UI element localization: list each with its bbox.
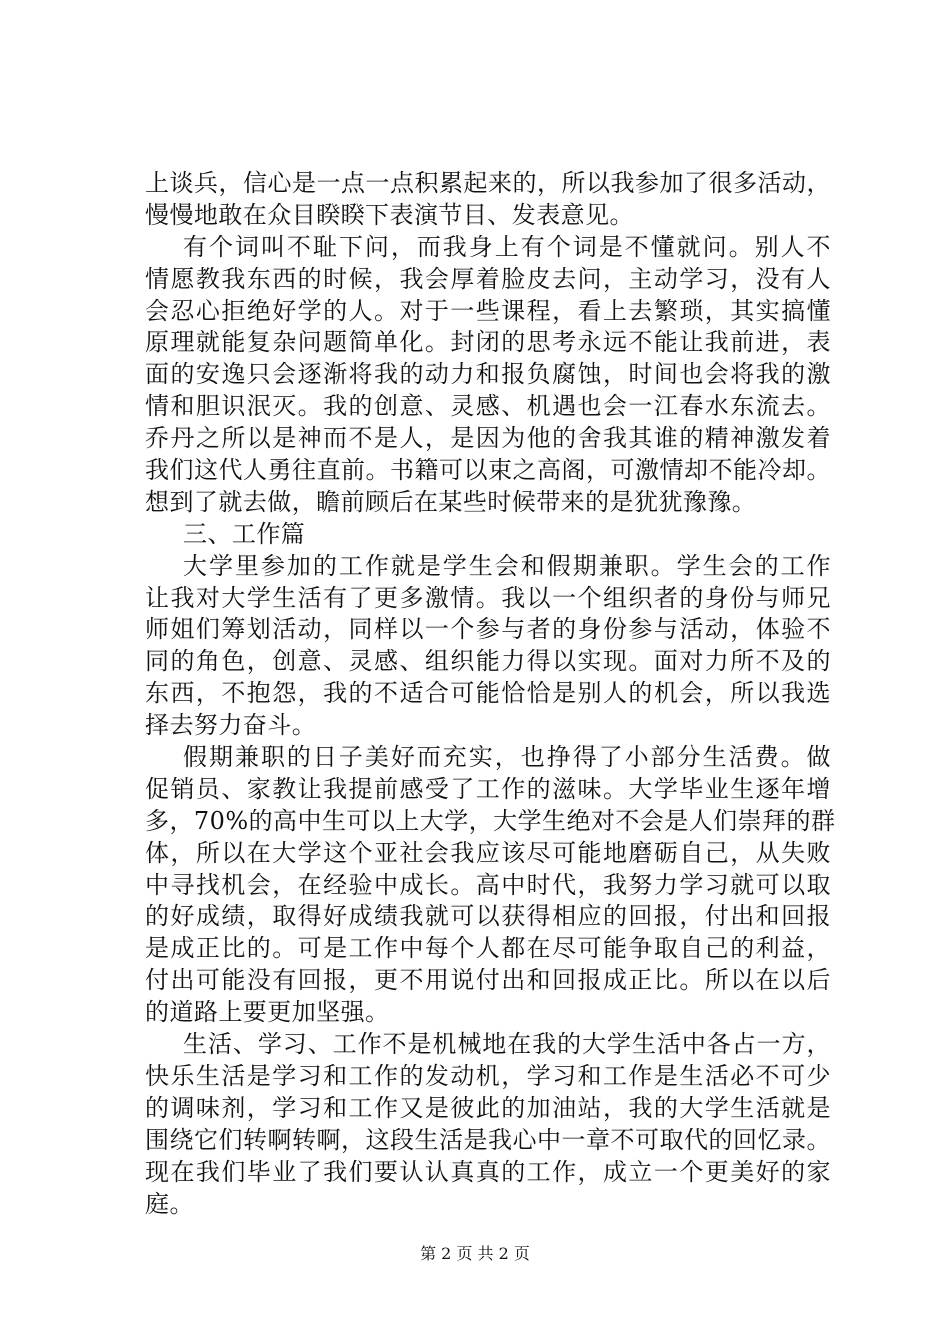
text-line: 慢慢地敢在众目睽睽下表演节目、发表意见。: [145, 200, 634, 229]
text-line: 同的角色，创意、灵感、组织能力得以实现。面对力所不及的: [145, 647, 831, 676]
text-line: 快乐生活是学习和工作的发动机，学习和工作是生活必不可少: [145, 1061, 831, 1090]
text-line: 围绕它们转啊转啊，这段生活是我心中一章不可取代的回忆录。: [145, 1125, 831, 1154]
text-line: 多，70%的高中生可以上大学，大学生绝对不会是人们崇拜的群: [145, 806, 836, 835]
text-line: 促销员、家教让我提前感受了工作的滋味。大学毕业生逐年增: [145, 774, 831, 803]
text-line: 想到了就去做，瞻前顾后在某些时候带来的是犹犹豫豫。: [145, 487, 757, 516]
text-line: 面的安逸只会逐渐将我的动力和报负腐蚀，时间也会将我的激: [145, 360, 831, 389]
page-footer: 第 2 页 共 2 页: [420, 1244, 530, 1263]
paragraph-start-line: 大学里参加的工作就是学生会和假期兼职。学生会的工作: [183, 551, 831, 580]
paragraph-start-line: 假期兼职的日子美好而充实，也挣得了小部分生活费。做: [183, 743, 831, 772]
text-line: 的调味剂，学习和工作又是彼此的加油站，我的大学生活就是: [145, 1093, 831, 1122]
text-line: 庭。: [145, 1189, 194, 1218]
text-line: 的道路上要更加坚强。: [145, 998, 390, 1027]
text-line: 体，所以在大学这个亚社会我应该尽可能地磨砺自己，从失败: [145, 838, 831, 867]
text-line: 是成正比的。可是工作中每个人都在尽可能争取自己的利益，: [145, 934, 831, 963]
text-line: 乔丹之所以是神而不是人，是因为他的舍我其谁的精神激发着: [145, 424, 831, 453]
text-line: 师姐们筹划活动，同样以一个参与者的身份参与活动，体验不: [145, 615, 831, 644]
paragraph-start-line: 有个词叫不耻下问，而我身上有个词是不懂就问。别人不: [183, 232, 831, 261]
text-line: 会忍心拒绝好学的人。对于一些课程，看上去繁琐，其实搞懂: [145, 296, 831, 325]
text-line: 原理就能复杂问题简单化。封闭的思考永远不能让我前进，表: [145, 328, 831, 357]
text-line: 情和胆识泯灭。我的创意、灵感、机遇也会一江春水东流去。: [145, 392, 831, 421]
text-line: 付出可能没有回报，更不用说付出和回报成正比。所以在以后: [145, 966, 831, 995]
text-line: 中寻找机会，在经验中成长。高中时代，我努力学习就可以取: [145, 870, 831, 899]
document-body: [145, 168, 836, 1220]
text-line: 东西，不抱怨，我的不适合可能恰恰是别人的机会，所以我选: [145, 679, 831, 708]
text-line: 我们这代人勇往直前。书籍可以束之高阁，可激情却不能冷却。: [145, 456, 831, 485]
paragraph-start-line: 生活、学习、工作不是机械地在我的大学生活中各占一方，: [183, 1030, 831, 1059]
text-line: 让我对大学生活有了更多激情。我以一个组织者的身份与师兄: [145, 583, 831, 612]
text-line: 上谈兵，信心是一点一点积累起来的，所以我参加了很多活动，: [145, 169, 831, 197]
text-line: 现在我们毕业了我们要认认真真的工作，成立一个更美好的家: [145, 1157, 831, 1186]
text-line: 情愿教我东西的时候，我会厚着脸皮去问，主动学习，没有人: [145, 264, 831, 293]
text-line: 的好成绩，取得好成绩我就可以获得相应的回报，付出和回报: [145, 902, 831, 931]
text-line: 择去努力奋斗。: [145, 711, 317, 740]
section-heading: 三、工作篇: [183, 519, 306, 548]
